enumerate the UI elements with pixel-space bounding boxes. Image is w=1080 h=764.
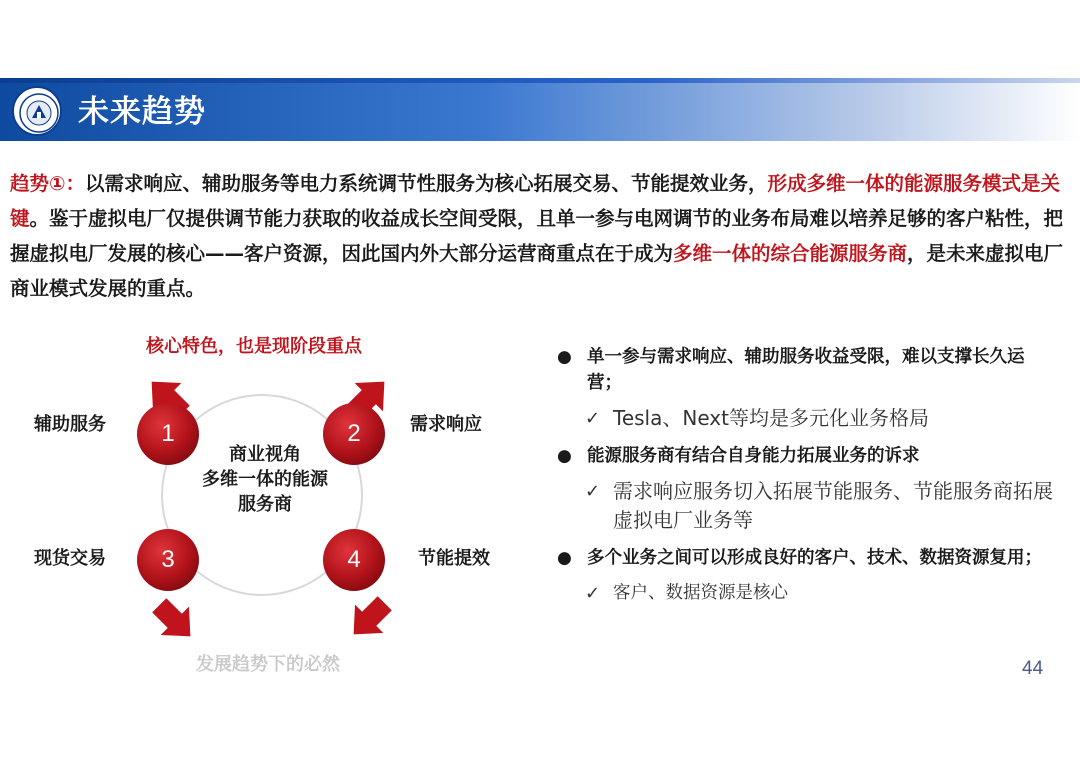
sub-bullet-2-text: 需求响应服务切入拓展节能服务、节能服务商拓展虚拟电厂业务等 — [613, 479, 1053, 532]
arrow-bottom-left-icon — [145, 591, 204, 650]
sub-bullet-1-text: Tesla、Next等均是多元化业务格局 — [613, 406, 929, 430]
intro-text-1: 以需求响应、辅助服务等电力系统调节性服务为核心拓展交易、节能提效业务， — [85, 172, 768, 195]
intro-highlight-2: 多维一体的综合能源服务商 — [673, 242, 908, 265]
intro-highlight-1: 形成多维一体的能源服务模式是关键 — [10, 172, 1061, 230]
arrow-bottom-right-icon — [339, 589, 398, 648]
bullet-3-text: 多个业务之间可以形成良好的客户、技术、数据资源复用； — [587, 548, 1042, 568]
node-2-number: 2 — [347, 420, 361, 447]
node-3-number: 3 — [161, 546, 175, 573]
bullet-item-3 — [555, 545, 1055, 571]
bullet-2-text: 能源服务商有结合自身能力拓展业务的诉求 — [587, 446, 920, 466]
bullet-dot-icon: ● — [557, 347, 572, 367]
node-1-number: 1 — [161, 420, 175, 447]
page-title: 未来趋势 — [78, 94, 206, 130]
university-logo-icon — [12, 86, 62, 136]
bottom-caption: 发展趋势下的必然 — [196, 654, 340, 675]
bullet-1-text: 单一参与需求响应、辅助服务收益受限，难以支撑长久运营； — [587, 347, 1025, 393]
center-text — [186, 442, 344, 517]
sub-bullet-3 — [555, 579, 1055, 608]
sub-bullet-1 — [555, 404, 1055, 433]
checkmark-icon: ✓ — [585, 583, 601, 604]
intro-text-3: ，是未来虚拟电厂商业模式发展的重点。 — [10, 242, 1064, 300]
center-line-1: 商业视角 — [229, 444, 301, 465]
sub-bullet-3-text: 客户、数据资源是核心 — [613, 583, 788, 603]
page-number: 44 — [1022, 658, 1044, 679]
checkmark-icon: ✓ — [585, 408, 601, 429]
bullet-dot-icon: ● — [557, 548, 572, 568]
bullet-list — [555, 344, 1055, 618]
bullet-item-1 — [555, 344, 1055, 396]
node-1-label: 辅助服务 — [34, 414, 106, 435]
intro-paragraph — [10, 166, 1066, 306]
center-line-2: 多维一体的能源 — [202, 469, 328, 490]
node-4-label: 节能提效 — [418, 548, 490, 569]
center-line-3: 服务商 — [238, 494, 292, 515]
business-model-diagram — [0, 320, 540, 680]
trend-lead: 趋势①： — [10, 172, 86, 195]
intro-text-2: 。鉴于虚拟电厂仅提供调节能力获取的收益成长空间受限，且单一参与电网调节的业务布局难以培养足够的客户粘性，把握虚拟电厂发展的核心——客户资源，因此国内外大部分运营商重点在于成为 — [10, 207, 1064, 265]
node-4-number: 4 — [347, 546, 361, 573]
top-caption: 核心特色，也是现阶段重点 — [146, 336, 362, 357]
bullet-item-2 — [555, 443, 1055, 469]
bullet-dot-icon: ● — [557, 446, 572, 466]
node-2-label: 需求响应 — [410, 414, 482, 435]
checkmark-icon: ✓ — [585, 481, 601, 502]
sub-bullet-2 — [555, 477, 1055, 535]
node-3-label: 现货交易 — [34, 548, 106, 569]
